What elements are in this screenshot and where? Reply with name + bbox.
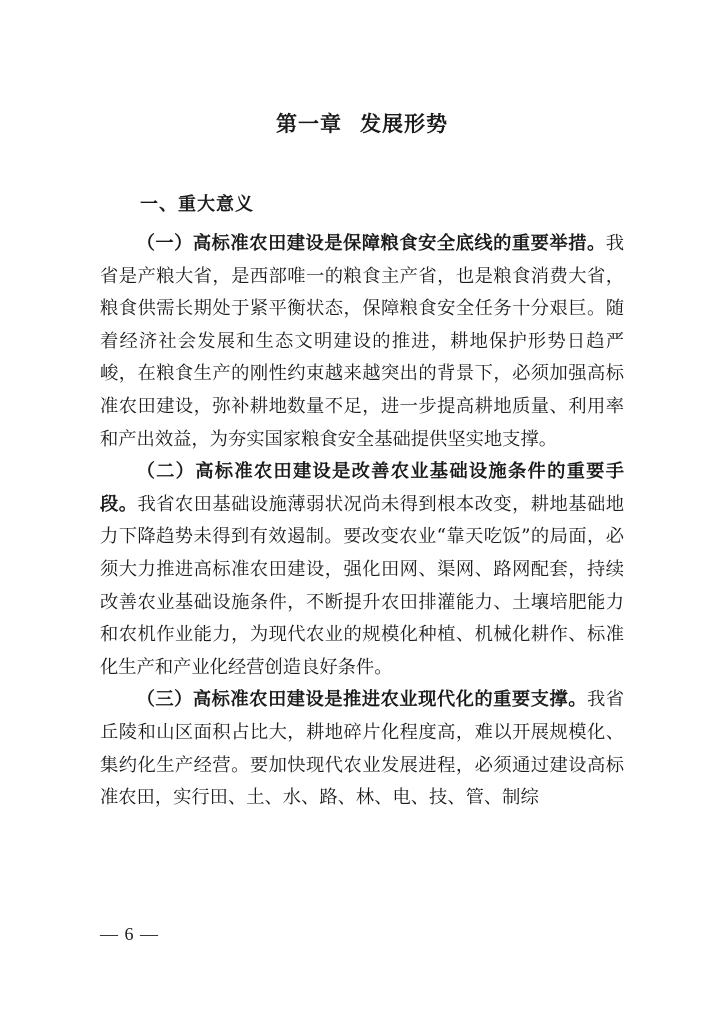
chapter-number: 第一章 [276,112,342,136]
paragraph-text: 我省丘陵和山区面积占比大，耕地碎片化程度高，难以开展规模化、集约化生产经营。要加快现代农业发展进程，必须通过建设高标准农田，实行田、土、水、路、林、电、技、管、制综 [100,689,624,809]
page-number: — 6 — [100,924,159,944]
paragraph-text: 我省农田基础设施薄弱状况尚未得到根本改变，耕地基础地力下降趋势未得到有效遏制。要改变农业“靠天吃饭”的局面，必须大力推进高标准农田建设，强化田网、渠网、路网配套，持续改善农业基础设施条件，不断提升农田排灌能力、土壤培肥能力和农机作业能力，为现代农业的规模化种植、机械化耕作、标准化生产和产业化经营创造良好条件。 [100,493,625,678]
body-text [100,228,624,815]
paragraph [100,684,624,814]
paragraph [100,456,624,684]
paragraph-lead: （三）高标准农田建设是推进农业现代化的重要支撑。 [136,689,587,711]
paragraph-lead: （一）高标准农田建设是保障粮食安全底线的重要举措。 [136,233,606,254]
chapter-name: 发展形势 [360,112,448,136]
paragraph [100,228,624,456]
section-heading: 一、重大意义 [140,194,254,215]
paragraph-lead: （二）高标准农田建设是改善农业基础设施条件的重要手段。 [100,461,624,515]
paragraph-text: 我省是产粮大省，是西部唯一的粮食主产省，也是粮食消费大省，粮食供需长期处于紧平衡状态，保障粮食安全任务十分艰巨。随着经济社会发展和生态文明建设的推进，耕地保护形势日趋严峻，在粮食生产的刚性约束越来越突出的背景下，必须加强高标准农田建设，弥补耕地数量不足，进一步提高耕地质量、利用率和产出效益，为夯实国家粮食安全基础提供坚实地支撑。 [100,233,624,450]
chapter-title [0,108,724,138]
